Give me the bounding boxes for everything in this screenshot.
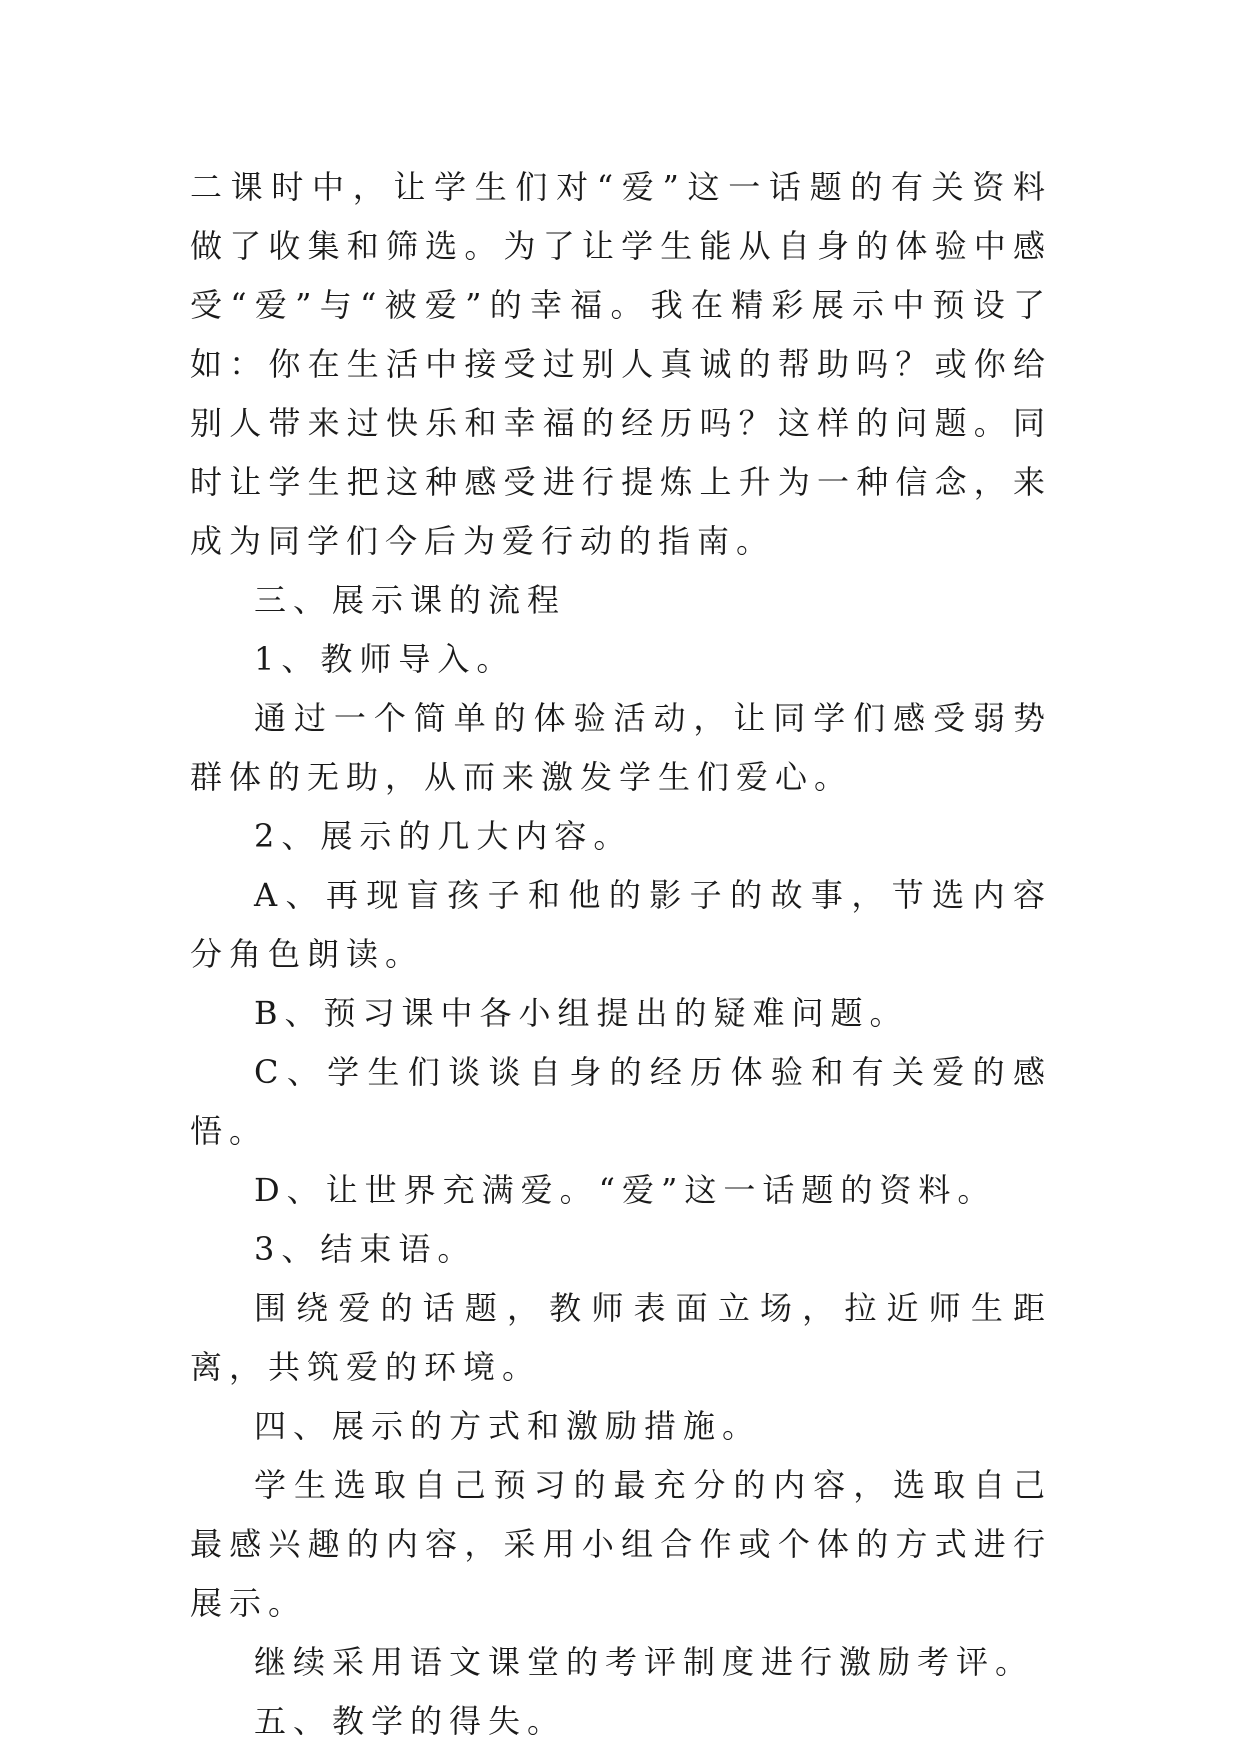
paragraph-closing-detail: 围绕爱的话题，教师表面立场，拉近师生距离，共筑爱的环境。	[190, 1289, 1052, 1386]
item-b: B、预习课中各小组提出的疑难问题。	[254, 994, 909, 1032]
paragraph-continued: 二课时中，让学生们对“爱”这一话题的有关资料做了收集和筛选。为了让学生能从自身的体验中感受“爱”与“被爱”的幸福。我在精彩展示中预设了如：你在生活中接受过别人真诚的帮助吗？或你给别人带来过快乐和幸福的经历吗？这样的问题。同时让学生把这种感受进行提炼上升为一种信念，来成为同学们今后为爱行动的指南。	[190, 168, 1052, 560]
item-a: A、再现盲孩子和他的影子的故事，节选内容分角色朗读。	[190, 876, 1052, 973]
item-display-contents: 2、展示的几大内容。	[254, 817, 633, 855]
section-heading-methods: 四、展示的方式和激励措施。	[254, 1407, 762, 1445]
paragraph-methods-detail: 学生选取自己预习的最充分的内容，选取自己最感兴趣的内容，采用小组合作或个体的方式进行展示。	[190, 1466, 1052, 1622]
item-closing: 3、结束语。	[254, 1230, 477, 1268]
item-c: C、学生们谈谈自身的经历体验和有关爱的感悟。	[190, 1053, 1052, 1150]
section-heading-gains-losses: 五、教学的得失。	[254, 1702, 567, 1740]
paragraph-intro-detail: 通过一个简单的体验活动，让同学们感受弱势群体的无助，从而来激发学生们爱心。	[190, 699, 1052, 796]
paragraph-evaluation: 继续采用语文课堂的考评制度进行激励考评。	[254, 1643, 1035, 1681]
section-heading-flow: 三、展示课的流程	[254, 581, 567, 619]
item-d: D、让世界充满爱。“爱”这一话题的资料。	[254, 1171, 997, 1209]
document-body	[190, 158, 1052, 1751]
item-teacher-intro: 1、教师导入。	[254, 640, 516, 678]
